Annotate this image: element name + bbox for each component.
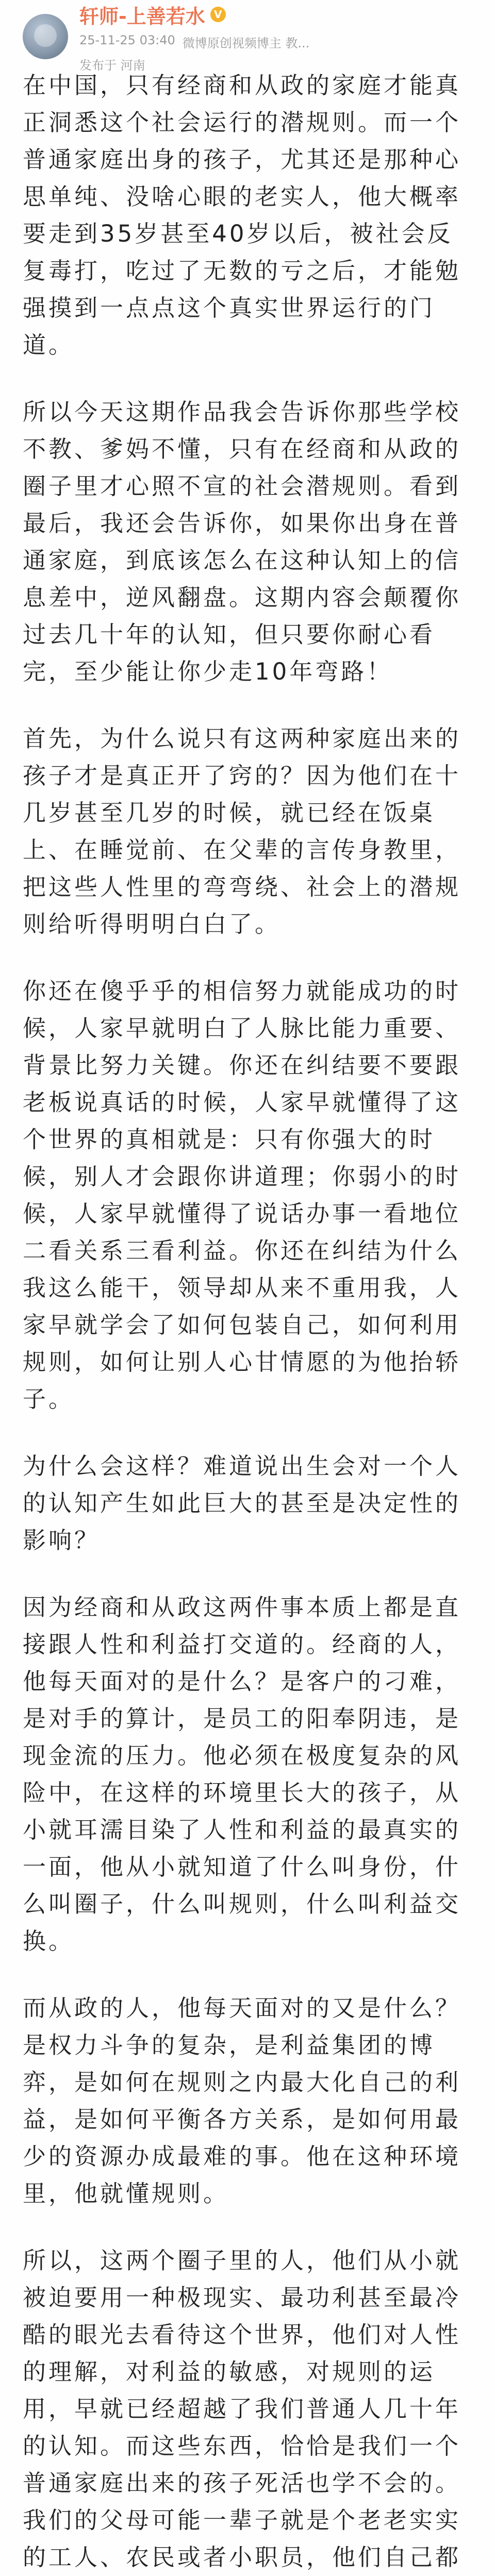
user-name[interactable]: 轩师-上善若水 (79, 5, 205, 28)
paragraph: 所以，这两个圈子里的人，他们从小就被迫要用一种极现实、最功利甚至最冷酷的眼光去看待这个世界，他们对人性的理解，对利益的敏感，对规则的运用，早就已经超越了我们普通人几十年的认知。而这些东西，恰恰是我们一个普通家庭出来的孩子死活也学不会的。我们的父母可能一辈子就是个老老实实的工人、农民或者小职员，他们自己都 (23, 2247, 461, 2571)
paragraph: 首先，为什么说只有这两种家庭出来的孩子才是真正开了窍的？因为他们在十几岁甚至几岁的时候，就已经在饭桌上、在睡觉前、在父辈的言传身教里，把这些人性里的弯弯绕、社会上的潜规则给听得明明白白了。 (23, 725, 461, 938)
paragraph: 所以今天这期作品我会告诉你那些学校不教、爹妈不懂，只有在经商和从政的圈子里才心照不宣的社会潜规则。看到最后，我还会告诉你，如果你出身在普通家庭，到底该怎么在这种认知上的信息差中，逆风翻盘。这期内容会颠覆你过去几十年的认知，但只要你耐心看完，至少能让你少走10年弯路！ (23, 398, 461, 685)
paragraph: 为什么会这样？难道说出生会对一个人的认知产生如此巨大的甚至是决定性的影响？ (23, 1452, 461, 1554)
post-timestamp: 25-11-25 03:40 (79, 32, 175, 47)
verified-badge-icon: V (210, 7, 226, 22)
post-header (23, 0, 472, 73)
post-header-info (79, 1, 309, 73)
post-source[interactable]: 微博原创视频博主 教... (182, 36, 310, 50)
post-body (23, 67, 472, 2576)
paragraph: 因为经商和从政这两件事本质上都是直接跟人性和利益打交道的。经商的人，他每天面对的是什么？是客户的刁难，是对手的算计，是员工的阳奉阴违，是现金流的压力。他必须在极度复杂的风险中，在这样的环境里长大的孩子，从小就耳濡目染了人性和利益的最真实的一面，他从小就知道了什么叫身份，什么叫圈子，什么叫规则，什么叫利益交换。 (23, 1594, 461, 1955)
avatar[interactable] (23, 14, 68, 59)
name-row (79, 1, 309, 29)
post-meta (79, 33, 309, 51)
paragraph: 而从政的人，他每天面对的又是什么？是权力斗争的复杂，是利益集团的博弈，是如何在规则之内最大化自己的利益，是如何平衡各方关系，是如何用最少的资源办成最难的事。他在这种环境里，他就懂规则。 (23, 1994, 461, 2207)
paragraph: 你还在傻乎乎的相信努力就能成功的时候，人家早就明白了人脉比能力重要、背景比努力关键。你还在纠结要不要跟老板说真话的时候，人家早就懂得了这个世界的真相就是：只有你强大的时候，别人才会跟你讲道理；你弱小的时候，人家早就懂得了说话办事一看地位二看关系三看利益。你还在纠结为什么我这么能干，领导却从来不重用我，人家早就学会了如何包装自己，如何利用规则，如何让别人心甘情愿的为他抬轿子。 (23, 977, 461, 1413)
paragraph: 在中国，只有经商和从政的家庭才能真正洞悉这个社会运行的潜规则。而一个普通家庭出身的孩子，尤其还是那种心思单纯、没啥心眼的老实人，他大概率要走到35岁甚至40岁以后，被社会反复毒打，吃过了无数的亏之后，才能勉强摸到一点点这个真实世界运行的门道。 (23, 72, 461, 359)
post-location: 发布于 河南 (79, 58, 145, 73)
